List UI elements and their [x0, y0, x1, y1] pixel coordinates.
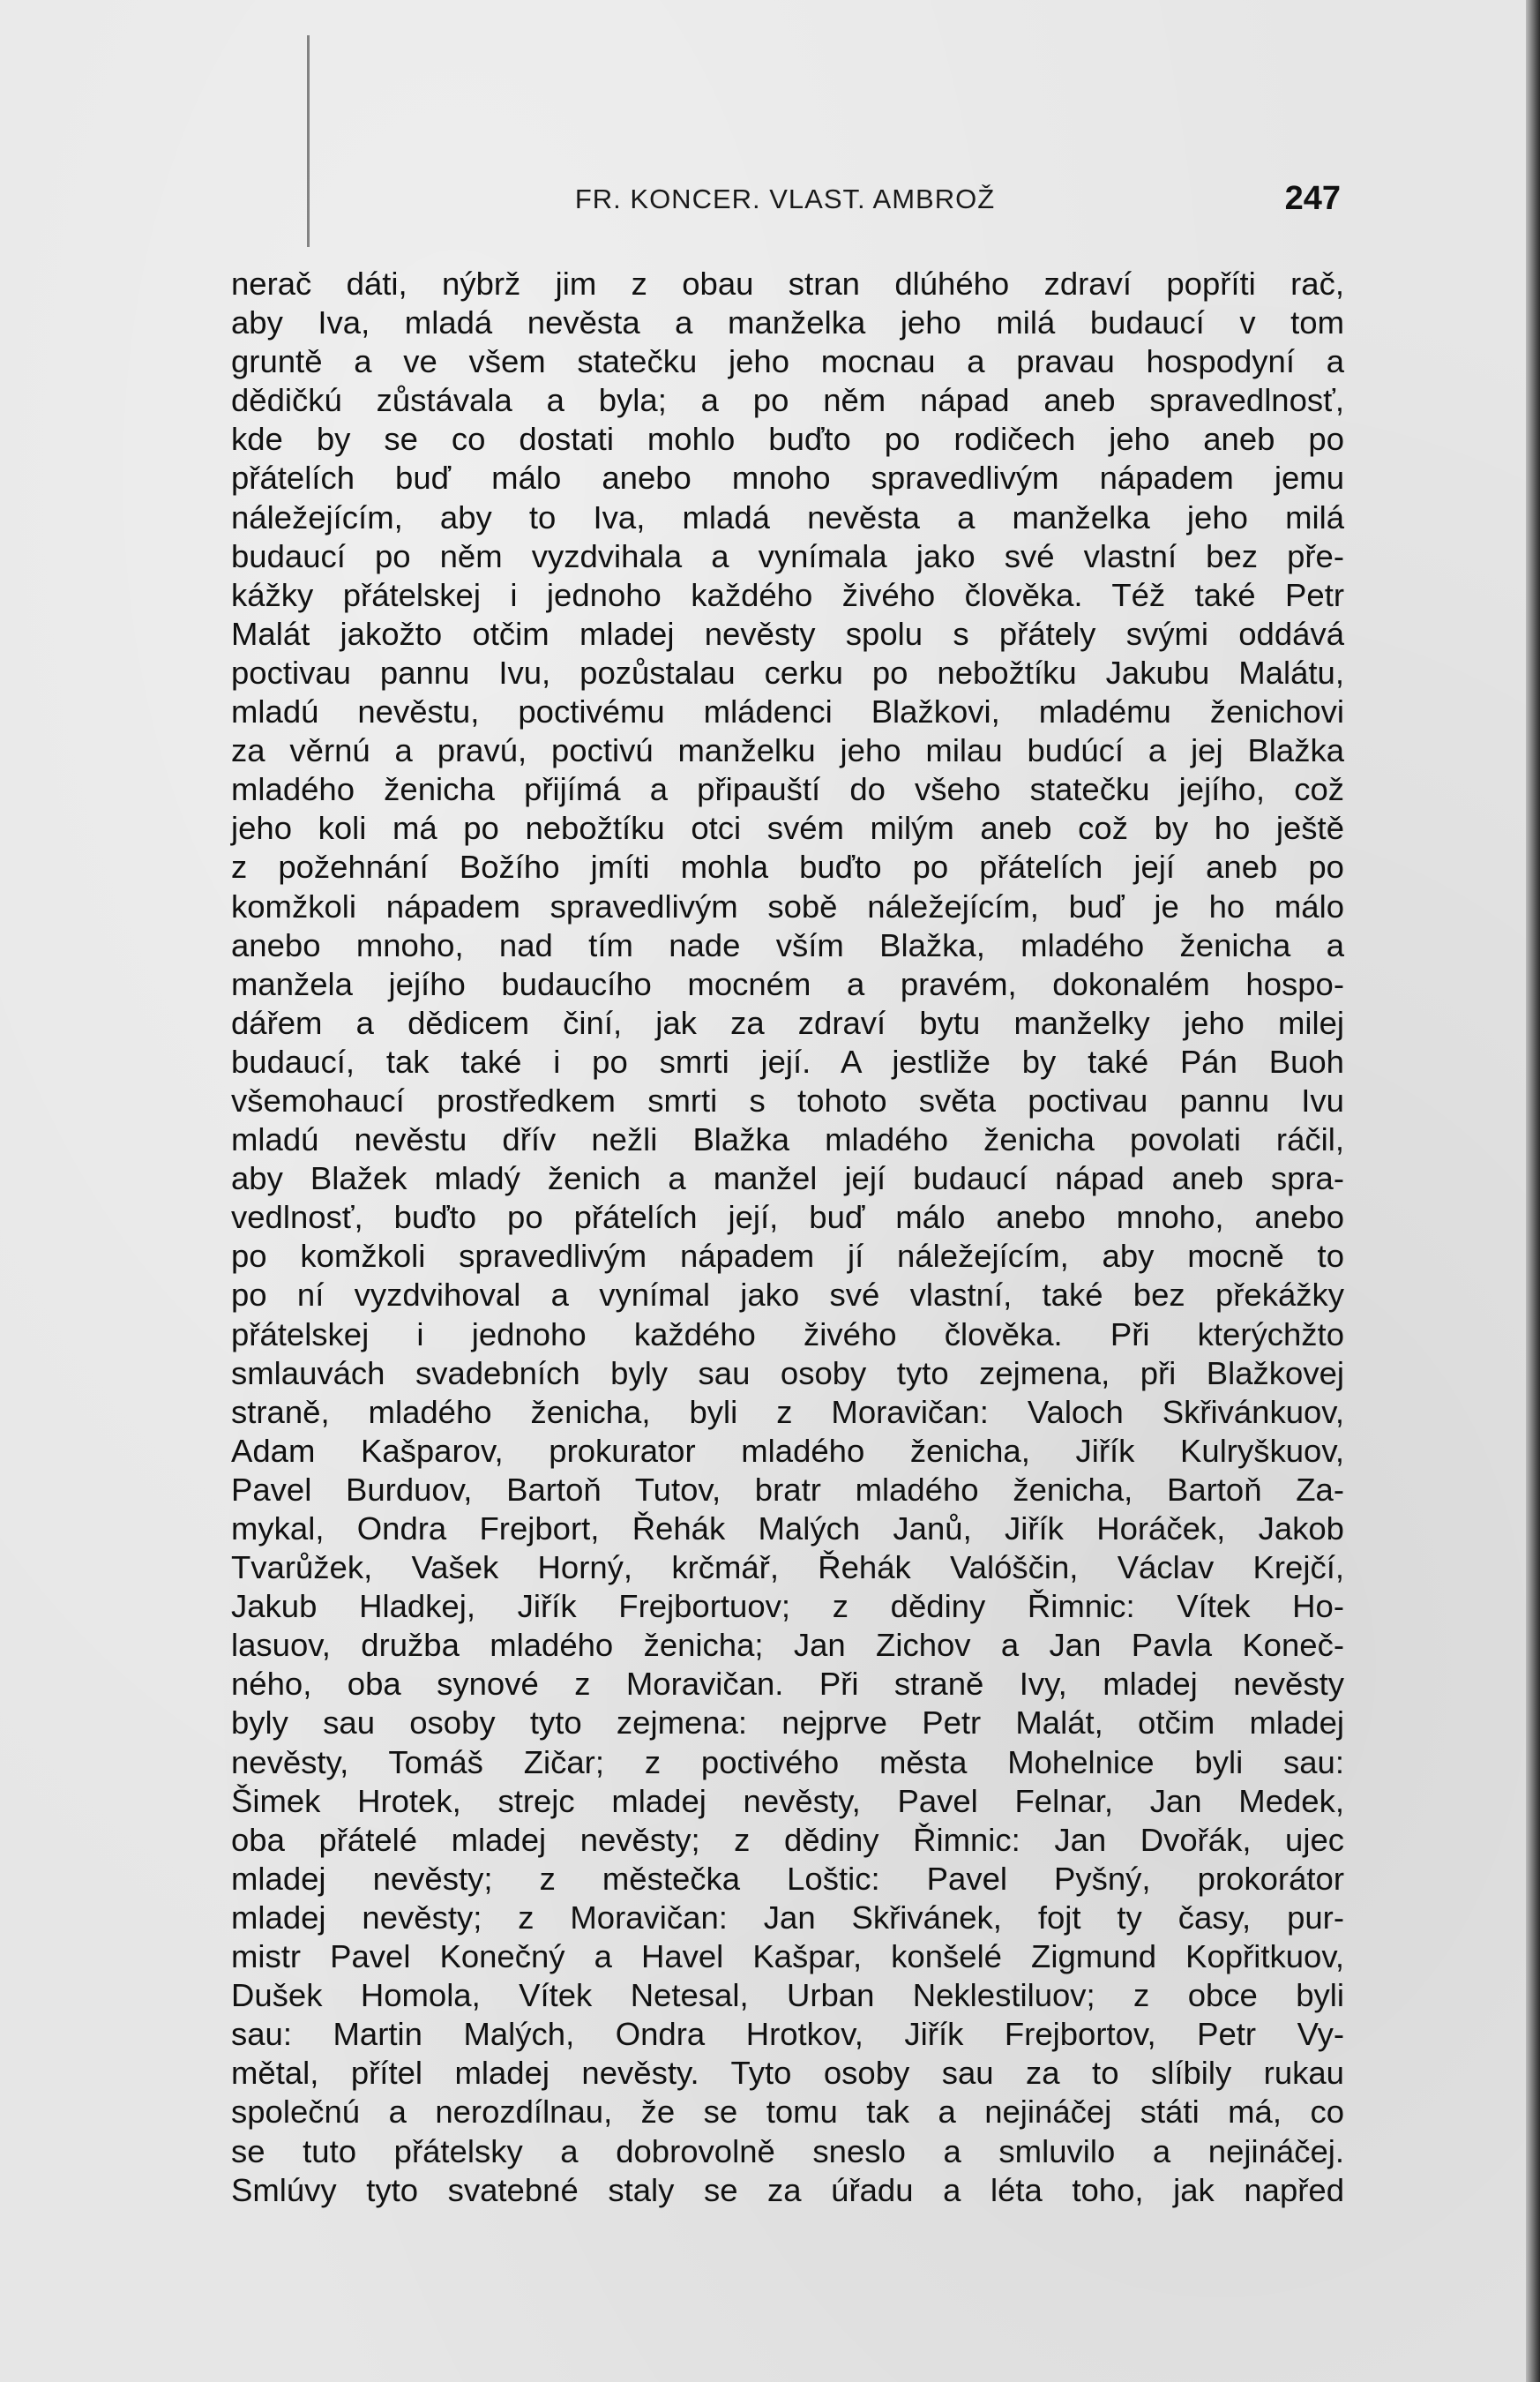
text-line: poctivau pannu Ivu, pozůstalau cerku po nebožtíku Jakubu Malátu,	[231, 654, 1344, 691]
page-header	[229, 176, 1341, 221]
text-line: dědičkú zůstávala a byla; a po něm nápad aneb spravedlnosť,	[231, 382, 1344, 419]
text-line: Malát jakožto otčim mladej nevěsty spolu s přátely svými oddává	[231, 615, 1344, 652]
text-line: Tvarůžek, Vašek Horný, krčmář, Řehák Valóščin, Václav Krejčí,	[231, 1549, 1344, 1586]
text-line: budaucí po něm vyzdvihala a vynímala jako své vlastní bez pře-	[231, 537, 1344, 574]
text-line: přátelskej i jednoho každého živého člověka. Při kterýchžto	[231, 1315, 1344, 1352]
text-line: Jakub Hladkej, Jiřík Frejbortuov; z dědiny Řimnic: Vítek Ho-	[231, 1588, 1344, 1625]
text-line: aby Iva, mladá nevěsta a manželka jeho milá budaucí v tom	[231, 304, 1344, 341]
text-line: ného, oba synové z Moravičan. Při straně Ivy, mladej nevěsty	[231, 1666, 1344, 1703]
text-line: přátelích buď málo anebo mnoho spravedlivým nápadem jemu	[231, 460, 1344, 497]
text-line: mětal, přítel mladej nevěsty. Tyto osoby sau za to slíbily rukau	[231, 2055, 1344, 2092]
text-line: Šimek Hrotek, strejc mladej nevěsty, Pavel Felnar, Jan Medek,	[231, 1782, 1344, 1819]
text-line: oba přátelé mladej nevěsty; z dědiny Řimnic: Jan Dvořák, ujec	[231, 1821, 1344, 1858]
text-line: všemohaucí prostředkem smrti s tohoto světa poctivau pannu Ivu	[231, 1082, 1344, 1119]
text-line: mladého ženicha přijímá a připauští do všeho statečku jejího, což	[231, 771, 1344, 808]
text-line: gruntě a ve všem statečku jeho mocnau a pravau hospodyní a	[231, 343, 1344, 380]
text-line: Dušek Homola, Vítek Netesal, Urban Neklestiluov; z obce byli	[231, 1977, 1344, 2014]
text-line: manžela jejího budaucího mocném a pravém, dokonalém hospo-	[231, 965, 1344, 1002]
text-line: vedlnosť, buďto po přátelích její, buď málo anebo mnoho, anebo	[231, 1199, 1344, 1236]
text-line: kážky přátelskej i jednoho každého živého člověka. Též také Petr	[231, 576, 1344, 613]
page-edge-shadow	[1526, 0, 1540, 2382]
text-line: mladú nevěstu dřív nežli Blažka mladého ženicha povolati ráčil,	[231, 1121, 1344, 1158]
text-line: Pavel Burduov, Bartoň Tutov, bratr mladého ženicha, Bartoň Za-	[231, 1471, 1344, 1508]
text-line: dářem a dědicem činí, jak za zdraví bytu manželky jeho milej	[231, 1004, 1344, 1041]
body-text	[231, 265, 1344, 2210]
text-line: po komžkoli spravedlivým nápadem jí náležejícím, aby mocně to	[231, 1238, 1344, 1275]
text-line: komžkoli nápadem spravedlivým sobě náležejícím, buď je ho málo	[231, 888, 1344, 925]
text-line: aby Blažek mladý ženich a manžel její budaucí nápad aneb spra-	[231, 1160, 1344, 1197]
text-line: mladej nevěsty; z Moravičan: Jan Skřivánek, fojt ty časy, pur-	[231, 1899, 1344, 1936]
text-line: anebo mnoho, nad tím nade vším Blažka, mladého ženicha a	[231, 926, 1344, 963]
text-line: straně, mladého ženicha, byli z Moravičan: Valoch Skřivánkuov,	[231, 1393, 1344, 1430]
text-line: mladej nevěsty; z městečka Loštic: Pavel Pyšný, prokorátor	[231, 1860, 1344, 1897]
text-line: byly sau osoby tyto zejmena: nejprve Petr Malát, otčim mladej	[231, 1704, 1344, 1742]
text-line: mladú nevěstu, poctivému mládenci Blažkovi, mladému ženichovi	[231, 693, 1344, 730]
text-line: Smlúvy tyto svatebné staly se za úřadu a léta toho, jak napřed	[231, 2171, 1344, 2208]
text-line: nerač dáti, nýbrž jim z obau stran dlúhého zdraví popříti rač,	[231, 266, 1344, 302]
text-line: lasuov, družba mladého ženicha; Jan Zichov a Jan Pavla Koneč-	[231, 1627, 1344, 1664]
text-line: nevěsty, Tomáš Zičar; z poctivého města Mohelnice byli sau:	[231, 1743, 1344, 1780]
text-line: z požehnání Božího jmíti mohla buďto po přátelích její aneb po	[231, 849, 1344, 886]
page-number: 247	[1284, 180, 1341, 217]
running-title: FR. KONCER. VLAST. AMBROŽ	[574, 184, 996, 214]
text-line: sau: Martin Malých, Ondra Hrotkov, Jiřík Frejbortov, Petr Vy-	[231, 2016, 1344, 2053]
text-line: po ní vyzdvihoval a vynímal jako své vlastní, také bez překážky	[231, 1277, 1344, 1314]
text-line: společnú a nerozdílnau, že se tomu tak a nejináčej státi má, co	[231, 2094, 1344, 2131]
text-line: se tuto přátelsky a dobrovolně sneslo a smluvilo a nejináčej.	[231, 2132, 1344, 2169]
text-line: kde by se co dostati mohlo buďto po rodičech jeho aneb po	[231, 421, 1344, 458]
text-line: náležejícím, aby to Iva, mladá nevěsta a manželka jeho milá	[231, 498, 1344, 536]
text-line: mistr Pavel Konečný a Havel Kašpar, konšelé Zigmund Kopřitkuov,	[231, 1938, 1344, 1975]
text-line: budaucí, tak také i po smrti její. A jestliže by také Pán Buoh	[231, 1043, 1344, 1080]
text-line: Adam Kašparov, prokurator mladého ženicha, Jiřík Kulryškuov,	[231, 1432, 1344, 1469]
text-line: smlauvách svadebních byly sau osoby tyto zejmena, při Blažkovej	[231, 1354, 1344, 1391]
text-line: jeho koli má po nebožtíku otci svém milým aneb což by ho ještě	[231, 810, 1344, 847]
text-line: za věrnú a pravú, poctivú manželku jeho milau budúcí a jej Blažka	[231, 732, 1344, 769]
text-line: mykal, Ondra Frejbort, Řehák Malých Janů, Jiřík Horáček, Jakob	[231, 1510, 1344, 1547]
